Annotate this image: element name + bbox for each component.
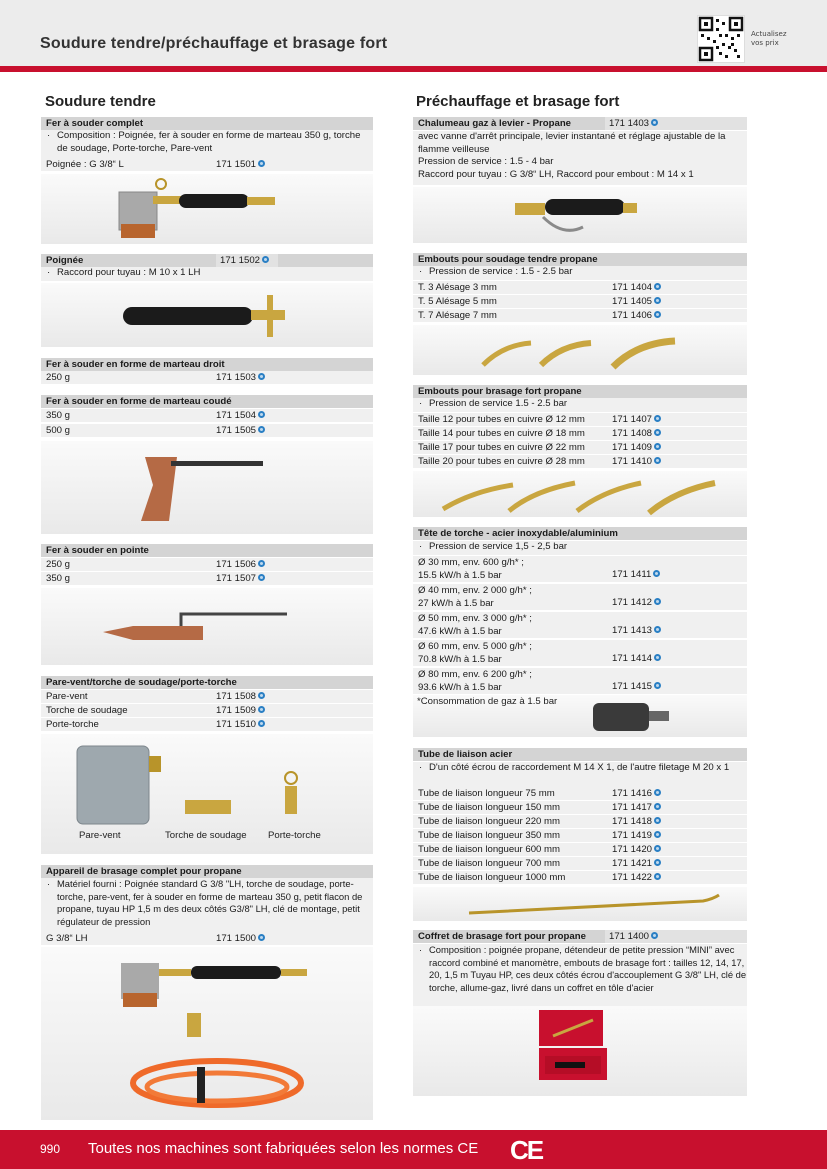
qr-label: Actualisez vos prix <box>751 30 787 47</box>
poignee-description: · Raccord pour tuyau : M 10 x 1 LH <box>41 267 373 281</box>
price-update-icon[interactable] <box>654 845 661 852</box>
table-row: 500 g 171 1505 <box>41 424 373 438</box>
table-row: Poignée : G 3/8“ L 171 1501 <box>41 158 373 172</box>
price-update-icon[interactable] <box>258 411 265 418</box>
table-row: Taille 20 pour tubes en cuivre Ø 28 mm 171 1410 <box>413 455 747 469</box>
product-image-fer-complet <box>41 174 373 244</box>
table-row: 250 g 171 1506 <box>41 558 373 572</box>
page-number: 990 <box>40 1142 61 1156</box>
table-row: Tube de liaison longueur 700 mm 171 1421 <box>413 857 747 871</box>
price-update-icon[interactable] <box>654 443 661 450</box>
table-row: Pare-vent 171 1508 <box>41 690 373 704</box>
product-image-pointe <box>41 588 373 665</box>
table-row: 250 g 171 1503 <box>41 371 373 385</box>
block-header-appareil: Appareil de brasage complet pour propane <box>41 865 373 878</box>
product-image-tete <box>413 695 747 737</box>
block-header-chalumeau: Chalumeau gaz à levier - Propane 171 1403 <box>413 117 747 130</box>
embouts-tendre-description: · Pression de service : 1.5 - 2.5 bar <box>413 266 747 280</box>
price-update-icon[interactable] <box>654 311 661 318</box>
table-row: Tube de liaison longueur 220 mm 171 1418 <box>413 815 747 829</box>
table-row: Ø 50 mm, env. 3 000 g/h* ; 47.6 kW/h à 1.5 bar 171 1413 <box>413 612 747 639</box>
price-update-icon[interactable] <box>262 256 269 263</box>
block-header-coffret: Coffret de brasage fort pour propane 171 1400 <box>413 930 747 943</box>
table-row: Tube de liaison longueur 600 mm 171 1420 <box>413 843 747 857</box>
price-update-icon[interactable] <box>654 682 661 689</box>
footer-text: Toutes nos machines sont fabriquées selon les normes CE <box>88 1140 479 1157</box>
table-row: 350 g 171 1504 <box>41 409 373 423</box>
price-update-icon[interactable] <box>654 873 661 880</box>
table-row: Tube de liaison longueur 1000 mm 171 1422 <box>413 871 747 885</box>
price-update-icon[interactable] <box>654 626 661 633</box>
price-update-icon[interactable] <box>258 373 265 380</box>
chalumeau-description: avec vanne d'arrêt principale, levier instantané et réglage ajustable de la flamme veilleuse Pression de service : 1.5 - 4 bar Raccord pour tuyau : G 3/8“ LH, Raccord pour embout : M 14 x 1 <box>413 131 747 185</box>
price-update-icon[interactable] <box>654 654 661 661</box>
product-image-coffret <box>413 1006 747 1096</box>
product-image-embouts-fort <box>413 471 747 517</box>
block-header-embouts-tendre: Embouts pour soudage tendre propane <box>413 253 747 266</box>
product-image-poignee <box>41 283 373 347</box>
price-update-icon[interactable] <box>258 574 265 581</box>
tete-note: *Consommation de gaz à 1.5 bar <box>417 696 558 707</box>
price-update-icon[interactable] <box>258 706 265 713</box>
product-image-marteau-coude <box>41 441 373 534</box>
block-header-pare-vent: Pare-vent/torche de soudage/porte-torche <box>41 676 373 689</box>
price-update-icon[interactable] <box>654 283 661 290</box>
block-header-marteau-droit: Fer à souder en forme de marteau droit <box>41 358 373 371</box>
table-row: Ø 60 mm, env. 5 000 g/h* ; 70.8 kW/h à 1.5 bar 171 1414 <box>413 640 747 667</box>
caption-pare-vent: Pare-vent <box>79 830 121 841</box>
table-row: Tube de liaison longueur 150 mm 171 1417 <box>413 801 747 815</box>
block-header-poignee: Poignée 171 1502 <box>41 254 373 267</box>
price-update-icon[interactable] <box>654 859 661 866</box>
product-image-chalumeau <box>413 187 747 243</box>
price-update-icon[interactable] <box>651 932 658 939</box>
table-row: Taille 12 pour tubes en cuivre Ø 12 mm 171 1407 <box>413 413 747 427</box>
table-row: T. 5 Alésage 5 mm 171 1405 <box>413 295 747 309</box>
block-header-embouts-fort: Embouts pour brasage fort propane <box>413 385 747 398</box>
fer-complet-description: · Composition : Poignée, fer à souder en forme de marteau 350 g, torche de soudage, Porte-torche, Pare-vent <box>41 130 373 158</box>
price-update-icon[interactable] <box>654 803 661 810</box>
price-update-icon[interactable] <box>654 598 661 605</box>
price-update-icon[interactable] <box>654 789 661 796</box>
price-update-icon[interactable] <box>653 570 660 577</box>
table-row: Ø 80 mm, env. 6 200 g/h* ; 93.6 kW/h à 1.5 bar 171 1415 <box>413 668 747 695</box>
price-update-icon[interactable] <box>654 457 661 464</box>
table-row: Taille 14 pour tubes en cuivre Ø 18 mm 171 1408 <box>413 427 747 441</box>
caption-porte-torche: Porte-torche <box>268 830 321 841</box>
embouts-fort-description: · Pression de service 1.5 - 2.5 bar <box>413 398 747 412</box>
price-update-icon[interactable] <box>258 426 265 433</box>
table-row: Porte-torche 171 1510 <box>41 718 373 732</box>
ce-mark-icon: CE <box>510 1135 543 1165</box>
block-header-tete: Tête de torche - acier inoxydable/aluminium <box>413 527 747 540</box>
table-row: Tube de liaison longueur 350 mm 171 1419 <box>413 829 747 843</box>
price-update-icon[interactable] <box>651 119 658 126</box>
price-update-icon[interactable] <box>654 415 661 422</box>
table-row: T. 3 Alésage 3 mm 171 1404 <box>413 281 747 295</box>
block-header-pointe: Fer à souder en pointe <box>41 544 373 557</box>
table-row: Taille 17 pour tubes en cuivre Ø 22 mm 171 1409 <box>413 441 747 455</box>
tete-description: · Pression de service 1,5 - 2,5 bar <box>413 541 747 555</box>
table-row: 350 g 171 1507 <box>41 572 373 586</box>
table-row: G 3/8“ LH 171 1500 <box>41 932 373 946</box>
block-header-fer-complet: Fer à souder complet <box>41 117 373 130</box>
price-update-icon[interactable] <box>258 160 265 167</box>
coffret-description: · Composition : poignée propane, détendeur de petite pression “MINI” avec raccord combiné et manomètre, embouts de brasage fort : tailles 12, 14, 17, 20, 1,5 m Tuyau HP, ces deux côtés écrou d'accouplement G 3/8" LH, clé de torche, allume-gaz, livré dans un coffret en tôle d'acier <box>413 944 747 1006</box>
table-row: Ø 40 mm, env. 2 000 g/h* ; 27 kW/h à 1.5 bar 171 1412 <box>413 584 747 611</box>
qr-code-icon[interactable] <box>697 15 745 63</box>
section-title-prechauffage: Préchauffage et brasage fort <box>416 93 620 110</box>
page-title: Soudure tendre/préchauffage et brasage fort <box>40 35 388 52</box>
price-update-icon[interactable] <box>258 560 265 567</box>
product-image-appareil <box>41 947 373 1120</box>
header-accent-bar <box>0 66 827 72</box>
table-row: T. 7 Alésage 7 mm 171 1406 <box>413 309 747 323</box>
appareil-description: · Matériel fourni : Poignée standard G 3/8 "LH, torche de soudage, porte-torche, pare-vent, fer à souder en forme de marteau 350 g, petit flacon de propane, tuyau HP 1,5 m des deux côtés G3/8" LH, clé de montage, petit régulateur de pression <box>41 878 373 932</box>
price-update-icon[interactable] <box>258 934 265 941</box>
price-update-icon[interactable] <box>654 831 661 838</box>
price-update-icon[interactable] <box>654 817 661 824</box>
table-row: Torche de soudage 171 1509 <box>41 704 373 718</box>
product-image-embouts-tendre <box>413 325 747 375</box>
price-update-icon[interactable] <box>258 692 265 699</box>
price-update-icon[interactable] <box>654 429 661 436</box>
caption-torche: Torche de soudage <box>165 830 247 841</box>
price-update-icon[interactable] <box>654 297 661 304</box>
price-update-icon[interactable] <box>258 720 265 727</box>
table-row: Tube de liaison longueur 75 mm 171 1416 <box>413 787 747 801</box>
product-image-tube <box>413 887 747 921</box>
block-header-tube: Tube de liaison acier <box>413 748 747 761</box>
block-header-marteau-coude: Fer à souder en forme de marteau coudé <box>41 395 373 408</box>
section-title-soudure-tendre: Soudure tendre <box>45 93 156 110</box>
table-row: Ø 30 mm, env. 600 g/h* ; 15.5 kW/h à 1.5 bar 171 1411 <box>413 556 747 583</box>
tube-description: · D'un côté écrou de raccordement M 14 X 1, de l'autre filetage M 20 x 1 <box>413 762 747 787</box>
